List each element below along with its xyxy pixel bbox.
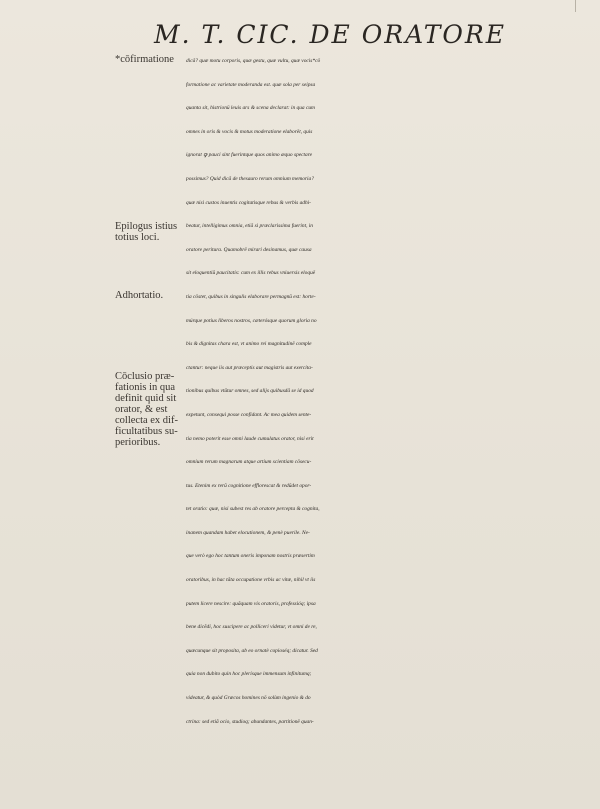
text-line: possimus? Quid dicã de thesauro rerum omnium memoria?	[186, 175, 314, 182]
text-line: formatione ac varietate moderanda est. quæ sola per seipsa	[186, 81, 316, 88]
margin-note-line: orator, & est	[115, 404, 168, 415]
text-line: tus. Etenim ex rerũ cognitione efflorescat & redũdet opor-	[186, 482, 312, 489]
text-line: tionibus quibus vtũtur omnes, sed alijs quibusdã se id quod	[186, 388, 314, 395]
margin-note-line: *cōfirmatione	[115, 54, 174, 65]
text-line: bene dicẽdi, hoc suscipere ac polliceri videtur, vt omni de re,	[186, 624, 317, 631]
margin-note-line: perioribus.	[115, 437, 161, 448]
text-line: beatur, intelligimus omnia, etiã si præclarissima fuerint, in	[186, 223, 313, 230]
text-line: omnes in oris & vocis & motus moderatione elaborēt, quis	[186, 128, 313, 135]
text-line: oratoribus, in hac tãta occupatione vrbis ac vitæ, nihil vt iis	[186, 577, 316, 584]
text-line: videatur, & quòd Græcos homines nō solùm ingenio & do	[186, 695, 311, 702]
text-line: quæ nisi custos inuentis cogitatisque rebus & verbis adhi-	[186, 199, 311, 206]
text-line: quanta sit, histrionū leuis ars & scena declarat: in qua cum	[186, 105, 315, 112]
text-line: tia cōstet, quibus in singulis elaborare permagnũ est: horte-	[186, 293, 316, 300]
text-line: que verò ego hoc tantum oneris imponam nostris præsertim	[186, 553, 315, 560]
margin-note-epilogus	[115, 221, 177, 243]
text-line: bis & dignitas chara est, vt animo rei magnitudinē comple	[186, 341, 312, 348]
text-line: inanem quandam habet elocutionem, & penè puerile. Ne-	[186, 529, 310, 536]
text-line: putem licere nescire: quãquam vis oratoris, professióq; ipsa	[186, 600, 316, 607]
text-line: ignorat ꝙ pauci sint fuerintque quos animo æquo spectare	[186, 152, 313, 159]
text-line: múrque potius liberos nostros, cæterósque quorum gloria no	[186, 317, 317, 324]
margin-note-line: totius loci.	[115, 232, 160, 243]
running-head: M. T. CIC. DE ORATORE	[153, 20, 506, 49]
text-line: dicã? quæ motu corporis, quæ gestu, quæ vultu, quæ vocis*cō	[186, 58, 321, 64]
margin-note-confirmatione	[115, 54, 174, 65]
text-line: oratore peritura. Quamobrē mirari desinamus, quæ causa	[186, 246, 312, 253]
text-line: sit eloquentiũ paucitatis: cum ex illis rebus vniuersis eloquē	[186, 270, 316, 277]
text-line: ctrina: sed etiã ocio, studioq; abundantes, partitionē quan-	[186, 718, 314, 725]
text-line: ctantur: neque iis aut præceptis aut magistris aut exercita-	[186, 364, 313, 371]
margin-note-line: Epilogus istius	[115, 221, 178, 232]
text-line: expetunt, consequi posse confidant. Ac mea quidem sente-	[186, 411, 312, 418]
margin-note-adhortatio	[115, 290, 163, 301]
margin-note-line: ficultatibus su-	[115, 426, 178, 437]
margin-note-line: definit quid sit	[115, 393, 177, 404]
margin-note-line: fationis in qua	[115, 382, 176, 393]
text-line: quia non dubito quin hoc plerisque immensum infinitumq;	[186, 671, 312, 678]
margin-note-line: Cōclusio præ-	[115, 371, 175, 382]
margin-note-line: collecta ex dif-	[115, 415, 178, 426]
text-line: omnium rerum magnarum atque artium scientiam cōsecu-	[186, 459, 312, 466]
body-text	[186, 50, 571, 734]
text-line: tia nemo poterit esse omni laude cumulatus orator, nisi erit	[186, 435, 314, 442]
margin-note-line: Adhortatio.	[115, 290, 164, 301]
margin-note-conclusio	[115, 371, 178, 448]
text-line: quæcunque sit proposita, ab eo ornatè copioséq; dicatur. Sed	[186, 647, 318, 654]
text-line: tet oratio: quæ, nisi subest res ab oratore percepta & cognita,	[186, 506, 320, 513]
page-edge-line	[575, 0, 576, 12]
